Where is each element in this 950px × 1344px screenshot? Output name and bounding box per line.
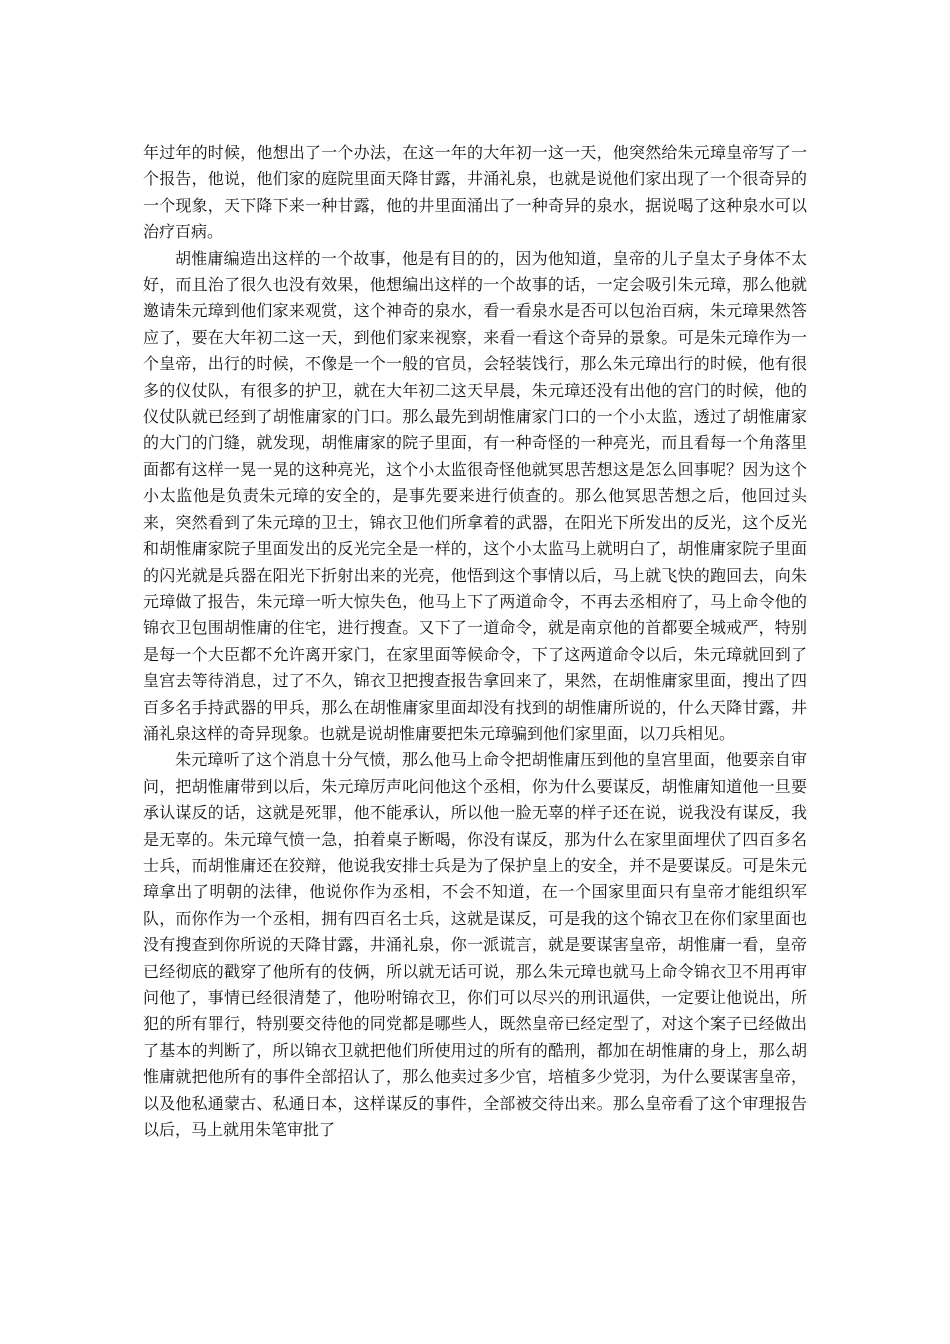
paragraph-2: 胡惟庸编造出这样的一个故事，他是有目的的，因为他知道，皇帝的儿子皇太子身体不太好，而且治了很久也没有效果，他想编出这样的一个故事的话，一定会吸引朱元璋，那么他就邀请朱元璋到他们家来观赏，这个神奇的泉水，看一看泉水是否可以包治百病，朱元璋果然答应了，要在大年初二这一天，到他们家来视察，来看一看这个奇异的景象。可是朱元璋作为一个皇帝，出行的时候，不像是一个一般的官员，会轻装饯行，那么朱元璋出行的时候，他有很多的仪仗队，有很多的护卫，就在大年初二这天早晨，朱元璋还没有出他的宫门的时候，他的仪仗队就已经到了胡惟庸家的门口。那么最先到胡惟庸家门口的一个小太监，透过了胡惟庸家的大门的门缝，就发现，胡惟庸家的院子里面，有一种奇怪的一种亮光，而且看每一个角落里面都有这样一晃一晃的这种亮光，这个小太监很奇怪他就冥思苦想这是怎么回事呢？因为这个小太监他是负责朱元璋的安全的，是事先要来进行侦查的。那么他冥思苦想之后，他回过头来，突然看到了朱元璋的卫士，锦衣卫他们所拿着的武器，在阳光下所发出的反光，这个反光和胡惟庸家院子里面发出的反光完全是一样的，这个小太监马上就明白了，胡惟庸家院子里面的闪光就是兵器在阳光下折射出来的光亮，他悟到这个事情以后，马上就飞快的跑回去，向朱元璋做了报告，朱元璋一听大惊失色，他马上下了两道命令，不再去丞相府了，马上命令他的锦衣卫包围胡惟庸的住宅，进行搜查。又下了一道命令，就是南京他的首都要全城戒严，特别是每一个大臣都不允许离开家门，在家里面等候命令，下了这两道命令以后，朱元璋就回到了皇宫去等待消息，过了不久，锦衣卫把搜查报告拿回来了，果然，在胡惟庸家里面，搜出了四百多名手持武器的甲兵，那么在胡惟庸家里面却没有找到的胡惟庸所说的，什么天降甘露，井涌礼泉这样的奇异现象。也就是说胡惟庸要把朱元璋骗到他们家里面，以刀兵相见。 xyxy=(143,248,807,743)
document-page xyxy=(143,140,807,1143)
paragraph-1: 年过年的时候，他想出了一个办法，在这一年的大年初一这一天，他突然给朱元璋皇帝写了一个报告，他说，他们家的庭院里面天降甘露，井涌礼泉，也就是说他们家出现了一个很奇异的一个现象，天下降下来一种甘露，他的井里面涌出了一种奇异的泉水，据说喝了这种泉水可以治疗百病。 xyxy=(143,143,807,242)
paragraph-3: 朱元璋听了这个消息十分气愤，那么他马上命令把胡惟庸压到他的皇宫里面，他要亲自审问，把胡惟庸带到以后，朱元璋厉声叱问他这个丞相，你为什么要谋反，胡惟庸知道他一旦要承认谋反的话，这就是死罪，他不能承认，所以他一脸无辜的样子还在说，说我没有谋反，我是无辜的。朱元璋气愤一急，拍着桌子断喝，你没有谋反，那为什么在家里面埋伏了四百多名士兵，而胡惟庸还在狡辩，他说我安排士兵是为了保护皇上的安全，并不是要谋反。可是朱元璋拿出了明朝的法律，他说你作为丞相，不会不知道，在一个国家里面只有皇帝才能组织军队，而你作为一个丞相，拥有四百名士兵，这就是谋反，可是我的这个锦衣卫在你们家里面也没有搜查到你所说的天降甘露，井涌礼泉，你一派谎言，就是要谋害皇帝，胡惟庸一看，皇帝已经彻底的戳穿了他所有的伎俩，所以就无话可说，那么朱元璋也就马上命令锦衣卫不用再审问他了，事情已经很清楚了，他吩咐锦衣卫，你们可以尽兴的刑讯逼供，一定要让他说出，所犯的所有罪行，特别要交待他的同党都是哪些人，既然皇帝已经定型了，对这个案子已经做出了基本的判断了，所以锦衣卫就把他们所使用过的所有的酷刑，都加在胡惟庸的身上，那么胡惟庸就把他所有的事件全部招认了，那么他卖过多少官，培植多少党羽，为什么要谋害皇帝，以及他私通蒙古、私通日本，这样谋反的事件，全部被交待出来。那么皇帝看了这个审理报告以后，马上就用朱笔审批了 xyxy=(143,750,807,1140)
